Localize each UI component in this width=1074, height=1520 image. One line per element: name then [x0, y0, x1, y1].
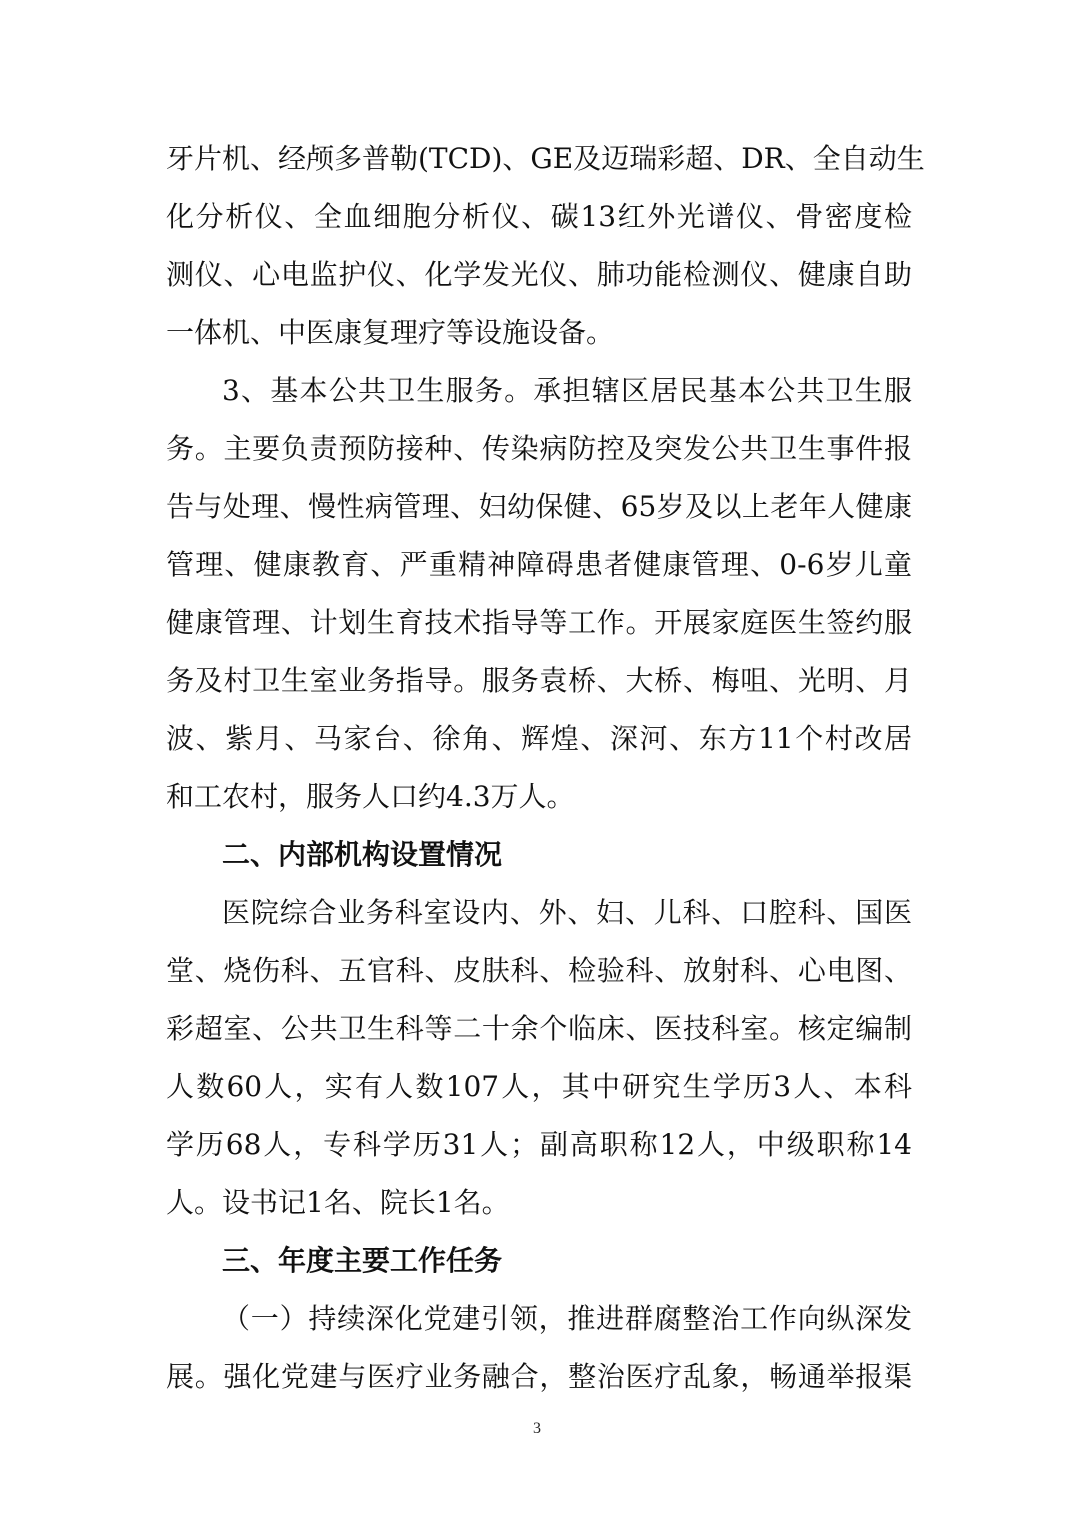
text-line: 和工农村，服务人口约4.3万人。	[166, 780, 575, 813]
text-line: 牙片机、经颅多普勒(TCD)、GE及迈瑞彩超、DR、全自动生	[166, 142, 925, 175]
section-heading: 三、年度主要工作任务	[222, 1244, 503, 1277]
text-line: 展。强化党建与医疗业务融合，整治医疗乱象，畅通举报渠	[166, 1360, 912, 1393]
text-line: 彩超室、公共卫生科等二十余个临床、医技科室。核定编制	[166, 1012, 912, 1045]
text-line: 管理、健康教育、严重精神障碍患者健康管理、0-6岁儿童	[166, 548, 912, 581]
text-line: 人数60人，实有人数107人，其中研究生学历3人、本科	[166, 1070, 912, 1103]
text-line: 务及村卫生室业务指导。服务袁桥、大桥、梅咀、光明、月	[166, 664, 912, 697]
page-number: 3	[533, 1420, 541, 1437]
text-line: 人。设书记1名、院长1名。	[166, 1186, 510, 1219]
text-line: 务。主要负责预防接种、传染病防控及突发公共卫生事件报	[166, 432, 912, 465]
text-line: 一体机、中医康复理疗等设施设备。	[166, 316, 615, 349]
text-line: （一）持续深化党建引领，推进群腐整治工作向纵深发	[222, 1302, 912, 1335]
text-line: 告与处理、慢性病管理、妇幼保健、65岁及以上老年人健康	[166, 490, 912, 523]
text-line: 3、基本公共卫生服务。承担辖区居民基本公共卫生服	[222, 374, 912, 407]
text-line: 堂、烧伤科、五官科、皮肤科、检验科、放射科、心电图、	[166, 954, 912, 987]
text-line: 医院综合业务科室设内、外、妇、儿科、口腔科、国医	[222, 896, 912, 929]
body-text	[166, 130, 925, 1406]
text-line: 测仪、心电监护仪、化学发光仪、肺功能检测仪、健康自助	[166, 258, 912, 291]
section-heading: 二、内部机构设置情况	[222, 838, 503, 871]
text-line: 学历68人，专科学历31人；副高职称12人，中级职称14	[166, 1128, 912, 1161]
text-line: 健康管理、计划生育技术指导等工作。开展家庭医生签约服	[166, 606, 912, 639]
text-line: 化分析仪、全血细胞分析仪、碳13红外光谱仪、骨密度检	[166, 200, 912, 233]
text-line: 波、紫月、马家台、徐角、辉煌、深河、东方11个村改居	[166, 722, 912, 755]
